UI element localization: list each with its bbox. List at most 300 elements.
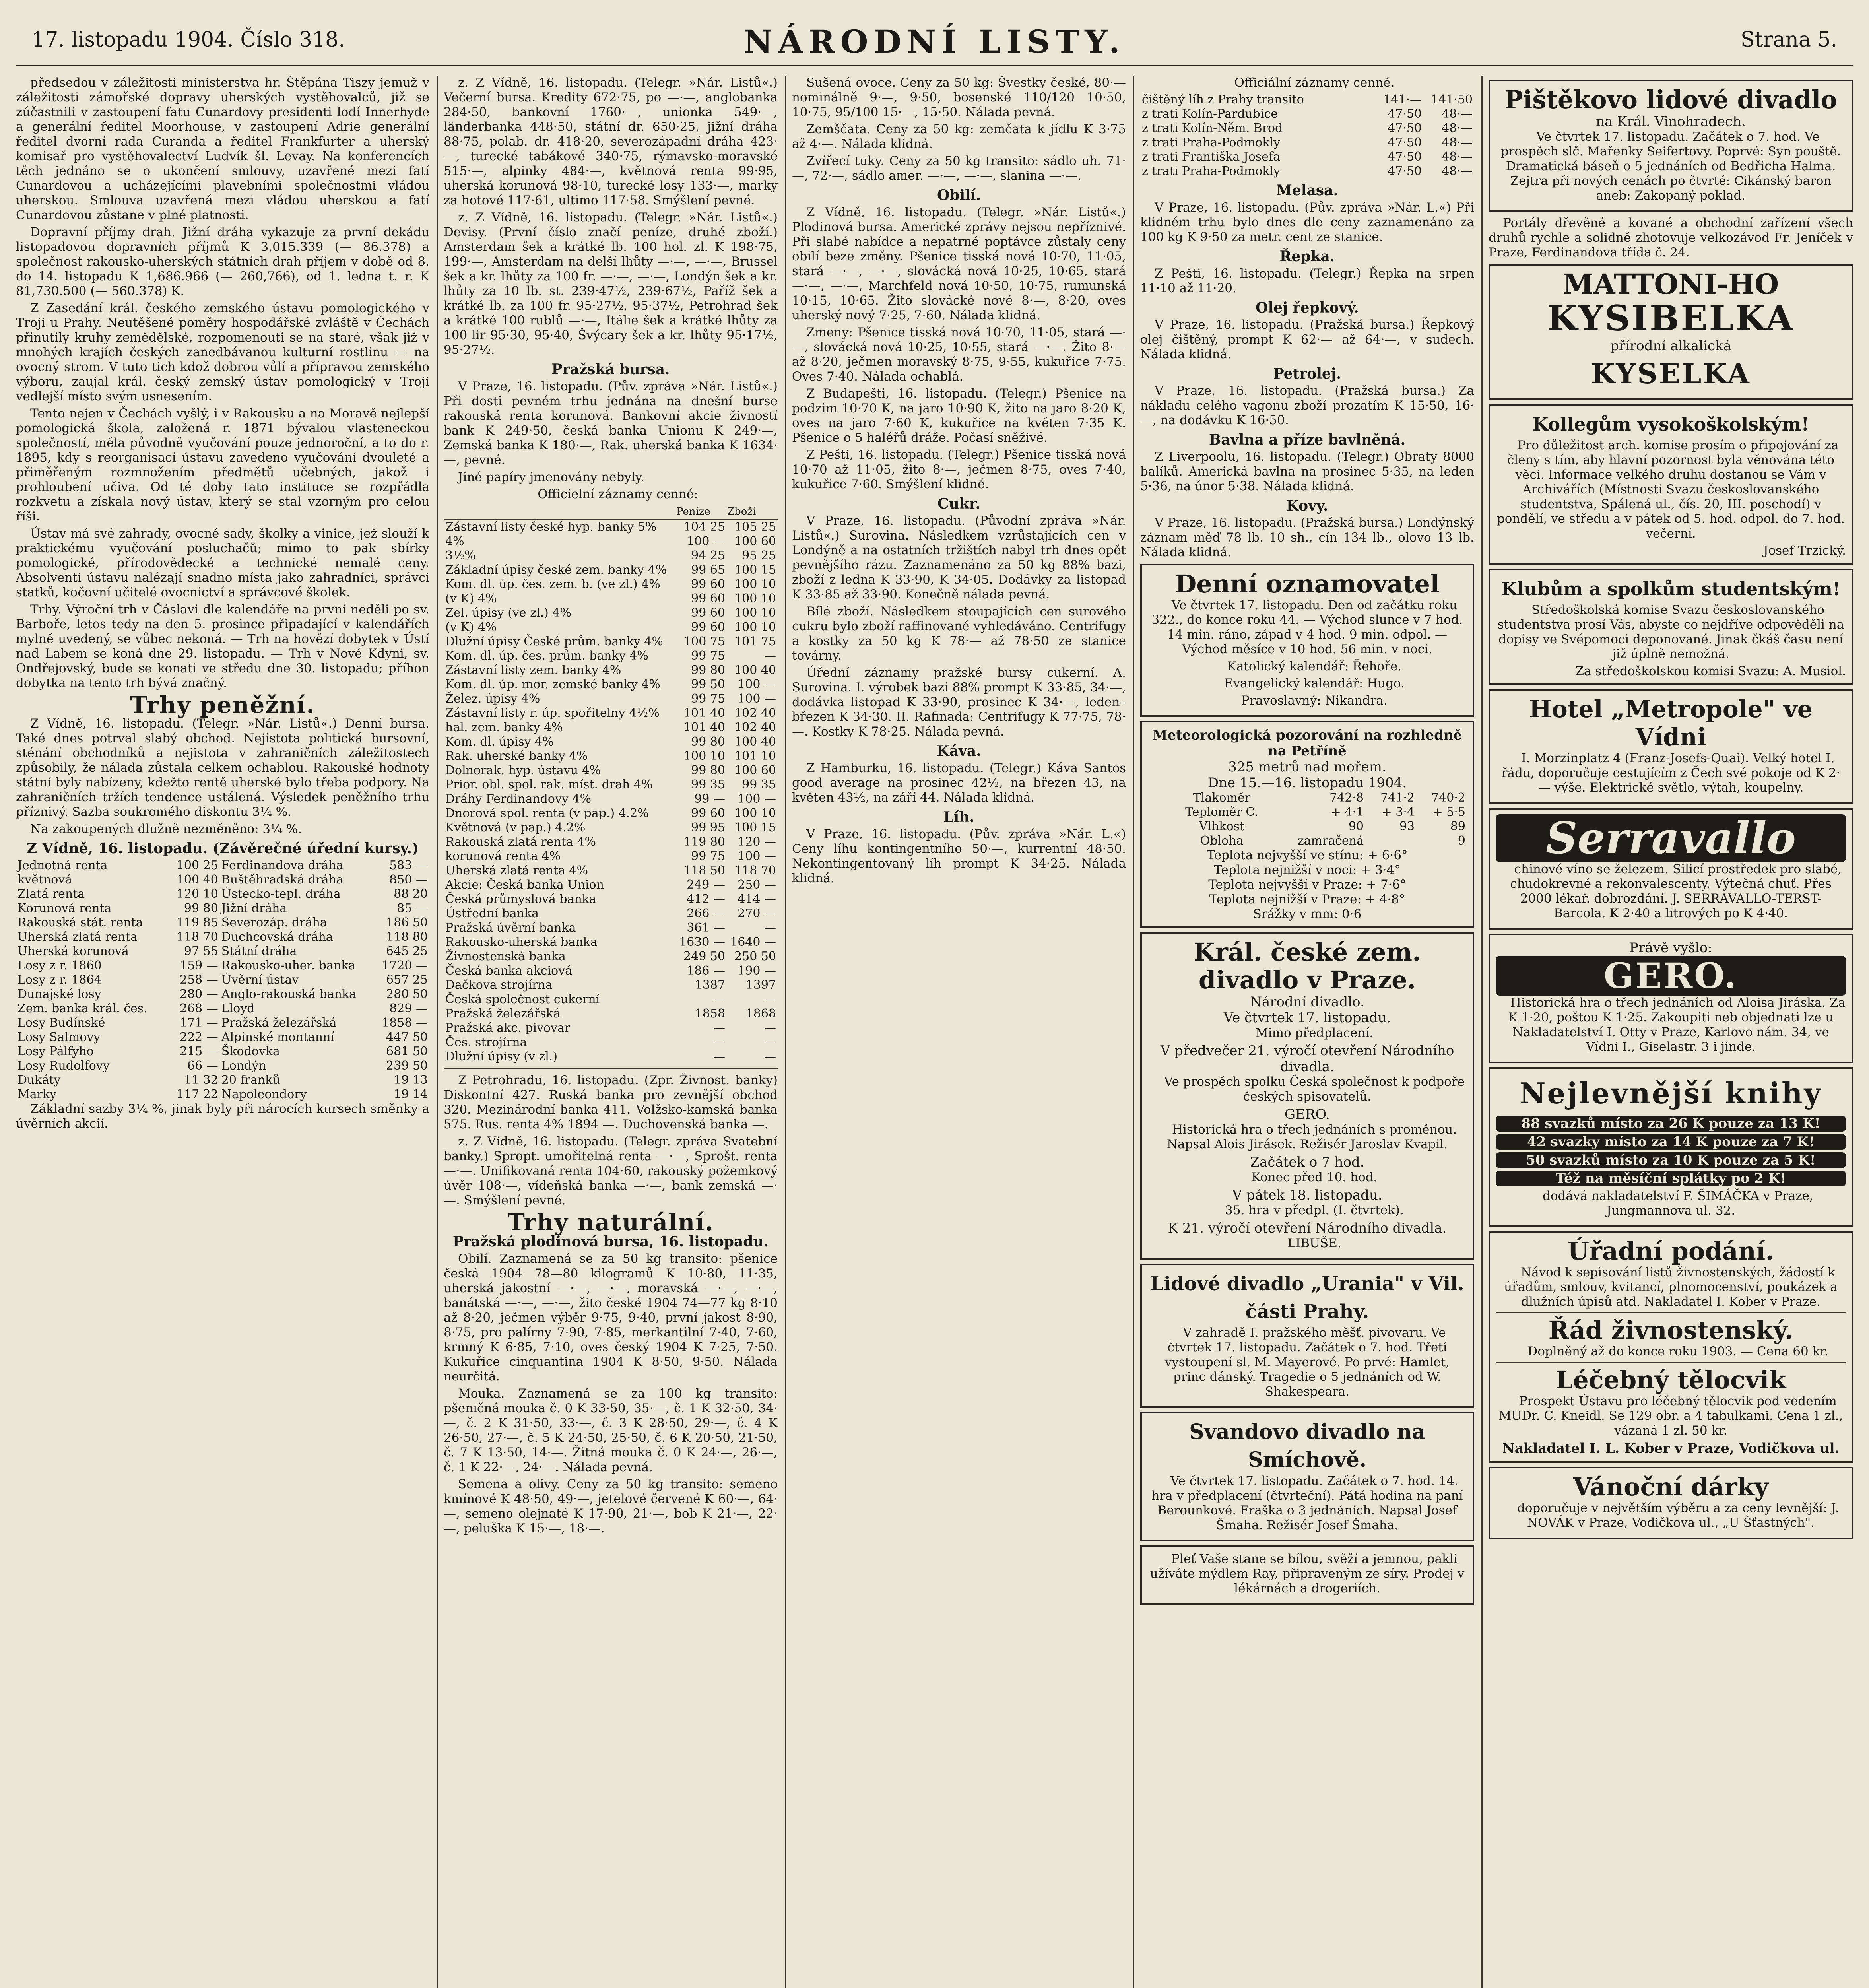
table-cell: 99 65 (691, 563, 725, 577)
table-row (444, 749, 778, 763)
table-caption: Officielní záznamy cenné: (538, 487, 698, 501)
table-cell: Obloha (1200, 834, 1244, 848)
table-cell: 100 — (687, 534, 725, 548)
article-paragraph: Z Pešti, 16. listopadu. (Telegr.) Pšenice tisská nová 10·70 až 11·05, žito 8·—, ječmen 8·75, oves 7·40, kukuřice 7·60. Smýšlení klidné. (792, 448, 1126, 491)
table-cell: 100 10 (734, 606, 776, 620)
table-cell: Londýn (221, 1059, 266, 1073)
xmas-text: doporučuje v největším výběru a za ceny levnější: J. NOVÁK v Praze, Vodičkova ul., „U Šťastných". (1517, 1501, 1839, 1530)
table-row (16, 887, 429, 901)
table-cell: 48·— (1442, 107, 1473, 121)
weather-title: Meteorologická pozorování na rozhledně na Petříně (1152, 727, 1462, 759)
table-cell: 100 15 (734, 821, 776, 835)
table-cell: Škodovka (221, 1044, 280, 1058)
weather-subtitle: 325 metrů nad mořem. (1228, 759, 1386, 775)
table-cell: Alpinské montanní (221, 1030, 335, 1044)
ad-text: Ve čtvrtek 17. listopadu. Začátek o 7. hod. Ve prospěch slč. Mařenky Seifertovy. Poprvé: Syn pouště. Dramatická báseň o 5 jednáních od Bedřicha Halma. Zejtra při nových cenách po čtvrté: Cikánský baron aneb: Zakopaný poklad. (1500, 130, 1841, 203)
subsection-title: Kovy. (1286, 497, 1328, 514)
table-cell: Dolnorak. hyp. ústavu 4% (445, 763, 601, 777)
table-row (1147, 834, 1467, 848)
urad-title: Úřadní podání. (1568, 1237, 1774, 1266)
table-cell: 118 50 (683, 864, 725, 878)
table-cell: Živnostenská banka (445, 949, 566, 963)
notice-colleagues (1489, 404, 1853, 565)
table-cell: z trati Kolín-Pardubice (1142, 107, 1278, 121)
article-paragraph: z. Z Vídně, 16. listopadu. (Telegr. »Nár. Listů«.) Večerní bursa. Kredity 672·75, po —·—, anglobanka 284·50, bankovní 1760·—, unionka 549·—, länderbanka 448·50, státní dr. 650·25, jižní dráha 88·75, polab. dr. 418·20, severozápadní dráha 423·—, turecké tabákové 340·75, rýmavsko-moravské 515·—, alpinky 484·—, květnová renta 99·95, uherská korunová 98·10, turecké losy 133·—, marky za hotové 117·61, ultimo 117·58. Smýšlení pevné. (444, 76, 778, 208)
table-row (444, 978, 778, 992)
table-cell: Rakouská zlatá renta 4% (445, 835, 596, 849)
weather-table (1147, 791, 1467, 848)
table-cell: 829 — (389, 1002, 428, 1015)
column-3 (792, 76, 1126, 1988)
table-row (444, 706, 778, 720)
table-cell: z trati Františka Josefa (1142, 150, 1281, 164)
ad-title: Pištěkovo lidové divadlo (1504, 85, 1837, 114)
table-cell: 99 75 (691, 849, 725, 863)
article-paragraph: Z Budapešti, 16. listopadu. (Telegr.) Pšenice na podzim 10·70 K, na jaro 10·90 K, žito na jaro 8·20 K, oves na jaro 7·60 K, kukuřice na květen 7·35 K. Pšenice o 5 haléřů dráže. Počasí sněživé. (792, 386, 1126, 445)
table-cell: 99 50 (691, 678, 725, 691)
table-cell: Pražská železářská (445, 1007, 561, 1021)
table-cell: 99 80 (691, 663, 725, 677)
table-cell: Dlužní úpisy České prům. banky 4% (445, 635, 663, 648)
table-cell: Teploměr C. (1185, 805, 1258, 819)
soap-ad (1140, 1545, 1474, 1605)
table-cell: 99 60 (691, 592, 725, 606)
table-cell: Duchcovská dráha (221, 930, 333, 944)
urad-text: Návod k sepisování listů živnostenských, žádostí k úřadům, smlouv, kvitancí, plnomocenství, poukázek a dlužních úpisů atd. Nakladatel I. Kober v Praze. (1504, 1265, 1838, 1309)
table-cell: 48·— (1442, 150, 1473, 164)
table-cell: Dráhy Ferdinandovy 4% (445, 792, 591, 806)
table-cell: 9 (1458, 834, 1465, 848)
article-paragraph: V Praze, 16. listopadu. (Pův. zpráva »Nár. Listů«.) Při dosti pevném trhu jednána na dnešní burse rakouská renta korunová. Bankovní akcie živností bank K 249·50, česká banka Unionu K 249·—, Zemská banka K 180·—, Rak. uherská banka K 1634·—, pevné. (444, 379, 778, 467)
announcement: Ve čtvrtek 17. listopadu. Den od začátku roku 322., do konce roku 44. — Východ slunce v 7 hod. 14 min. ráno, západ v 4 hod. 9 min. odpol. — Východ měsíce v 10 hod. 56 min. v noci. (1151, 598, 1463, 656)
theatre-heading: K 21. výročí otevření Národního divadla. (1168, 1220, 1447, 1236)
table-row (444, 1021, 778, 1035)
table-cell: 100 75 (683, 635, 725, 648)
table-cell: (v K) 4% (445, 592, 497, 606)
article-paragraph: Z Petrohradu, 16. listopadu. (Zpr. Živnost. banky) Diskontní 427. Ruská banka pro zevnější obchod 320. Mezinárodní banka 411. Volžsko-kamská banka 575. Rus. renta 4% 1894 —. Duchovenská banka —. (444, 1073, 778, 1132)
table-cell: 249 50 (683, 949, 725, 963)
table-cell: 95 25 (742, 549, 776, 563)
table-cell: 88 20 (394, 887, 428, 901)
pistek-theatre-ad (1489, 80, 1853, 212)
table-cell: 1720 — (382, 959, 428, 973)
table-cell: 99 95 (691, 821, 725, 835)
mattoni-ad (1489, 264, 1853, 400)
table-row (444, 692, 778, 706)
table-cell: Korunová renta (17, 901, 112, 915)
table-cell: 100 40 (734, 735, 776, 749)
table-cell: 97 55 (184, 944, 218, 958)
table-cell: 741·2 (1380, 791, 1415, 805)
table-cell: 104 25 (683, 520, 725, 534)
table-cell: 1640 — (730, 935, 776, 949)
newspaper-page (16, 16, 1853, 1988)
serravallo-ad (1489, 808, 1853, 930)
announcement: Katolický kalendář: Řehoře. (1227, 659, 1402, 674)
table-row (444, 592, 778, 606)
table-row (444, 835, 778, 849)
table-cell: 101 10 (734, 749, 776, 763)
theatre-text: 35. hra v předpl. (I. čtvrtek). (1225, 1203, 1404, 1217)
table-cell: květnová (17, 873, 72, 887)
lecebny-title: Léčebný tělocvik (1555, 1365, 1786, 1394)
table-cell: Rakouská stát. renta (17, 916, 143, 930)
table-row (444, 1035, 778, 1050)
table-cell: 48·— (1442, 136, 1473, 149)
table-cell: 100 15 (734, 563, 776, 577)
theatre-text: Mimo předplacení. (1255, 1026, 1374, 1040)
table-cell: korunová renta 4% (445, 849, 561, 863)
kyselka-label: KYSELKA (1591, 357, 1751, 390)
table-row (16, 1087, 429, 1102)
table-cell: 99 80 (691, 763, 725, 777)
table-row (16, 1044, 429, 1059)
books-offers (1496, 1116, 1846, 1186)
table-row (444, 864, 778, 878)
subsection-title: Obilí. (937, 187, 981, 204)
article-paragraph: Z Vídně, 16. listopadu. (Telegr. »Nár. Listů«.) Denní bursa. Také dnes potrval slabý obchod. Nejistota politická bursovní, sténání obchodníků a nejistota v zahraničních záležitostech způsobily, že nálada zůstala celkem ochablou. Rakouské hodnoty státní byly nabízeny, kdežto rentě uherské bylo třeba podpory. Na zahraničních tržích tendence ustálená. Výsledek peněžního trhu příznivý. Sazba soukromého diskontu 3¼ %. (16, 716, 429, 819)
theatre-subtitle: Národní divadlo. (1250, 994, 1364, 1010)
table-cell: Zel. úpisy (ve zl.) 4% (445, 606, 571, 620)
table-cell: Ústřední banka (445, 907, 539, 920)
kysibelka-subtitle: přírodní alkalická (1610, 338, 1731, 354)
serravallo-text: chinové víno se železem. Silicí prostředek pro slabé, chudokrevné a rekonvalescenty. Výtečná chuť. Přes 2000 lékař. dobrozdání. J. SERRAVALLO-TERST-Barcola. K 2·40 a litrových po K 4·40. (1510, 862, 1842, 920)
article-paragraph: Trhy. Výroční trh v Čáslavi dle kalendáře na první neděli po sv. Barboře, letos tedy na den 5. prosince připadající v kalendářích mylně uvedený, se vůbec nekoná. — Trh na hovězí dobytek v Ústí nad Labem se koná dne 29. listopadu. — Trh v Nové Kdyni, sv. Ondřejovský, bude se konati ve středu dne 30. listopadu; příhon dobytka na tento trh bývá značný. (16, 602, 429, 690)
announcements-title: Denní oznamovatel (1175, 569, 1440, 598)
table-row (444, 778, 778, 792)
table-cell: 100 60 (734, 763, 776, 777)
table-row (444, 949, 778, 964)
table-cell: 645 25 (386, 944, 428, 958)
table-cell: 141·— (1383, 93, 1422, 107)
table-row (1140, 150, 1474, 164)
table-row (444, 992, 778, 1007)
table-cell: Pražská železářská (221, 1016, 337, 1030)
table-cell: 100 10 (734, 806, 776, 820)
table-cell: Tlakoměr (1193, 791, 1251, 805)
table-cell: 268 — (179, 1002, 218, 1015)
table-cell: Prior. obl. spol. rak. míst. drah 4% (445, 778, 653, 792)
weather-note: Teplota nejvyšší v Praze: + 7·6° (1208, 878, 1406, 892)
table-cell: Jednotná renta (17, 858, 108, 872)
subsection-title: Bavlna a příze bavlněná. (1209, 431, 1406, 448)
table-cell: 47·50 (1388, 107, 1422, 121)
rates-table (16, 858, 429, 1102)
table-cell: Losy Pálfyho (17, 1044, 94, 1058)
gero-book-ad (1489, 934, 1853, 1063)
table-cell: Uherská korunová (17, 944, 129, 958)
section-title: Trhy naturální. (507, 1209, 714, 1236)
table-row (444, 649, 778, 663)
table-caption: Officiální záznamy cenné. (1234, 76, 1395, 90)
subsection-title: Melasa. (1276, 182, 1338, 199)
table-cell: 100 10 (734, 620, 776, 634)
table-cell: 99 75 (691, 649, 725, 663)
table-row (16, 858, 429, 873)
table-header: Zboží (727, 504, 778, 520)
article-paragraph: Zvířecí tuky. Ceny za 50 kg transito: sádlo uh. 71·—, 72·—, sádlo amer. —·—, —·—, slanina —·—. (792, 154, 1126, 183)
table-row (444, 806, 778, 821)
table-cell: 1397 (745, 978, 776, 992)
table-cell: 89 (1450, 819, 1465, 833)
theatre-heading: GERO. (1284, 1107, 1330, 1122)
subsection-title: Z Vídně, 16. listopadu. (Závěrečné úřední kursy.) (26, 840, 419, 857)
table-row (444, 892, 778, 907)
column-rule (1133, 76, 1134, 1988)
mattoni-brand: MATTONI-HO (1562, 268, 1779, 301)
table-cell: z trati Praha-Podmokly (1142, 164, 1281, 178)
table-cell: 47·50 (1388, 164, 1422, 178)
table-cell: 19 14 (394, 1087, 428, 1101)
table-cell: 186 — (687, 964, 725, 978)
books-text: dodává nakladatelství F. ŠIMÁČKA v Praze, Jungmannova ul. 32. (1543, 1189, 1813, 1218)
table-cell: 102 40 (734, 720, 776, 734)
table-cell: — (764, 992, 776, 1006)
table-row (444, 678, 778, 692)
table-cell: Napoleondory (221, 1087, 307, 1101)
table-cell: — (713, 1021, 725, 1035)
table-cell: 47·50 (1388, 121, 1422, 135)
table-cell: 740·2 (1431, 791, 1465, 805)
table-cell: 447 50 (386, 1030, 428, 1044)
article-paragraph: Zmeny: Pšenice tisská nová 10·70, 11·05, stará —·—, slovácká nová 10·25, 10·55, stará —·—. Žito 8·— až 8·20, ječmen moravský 8·75, 9·55, kukuřice 7·75. Oves 7·40. Nálada ochablá. (792, 325, 1126, 384)
announcement: Pravoslavný: Nikandra. (1241, 693, 1388, 708)
article-paragraph: V Praze, 16. listopadu. (Pražská bursa.) Londýnský záznam měď 78 lb. 10 sh., cín 134 lb., olovo 13 lb. Nálada klidná. (1140, 516, 1474, 559)
theatre-heading: Ve čtvrtek 17. listopadu. (1223, 1010, 1391, 1026)
table-row (444, 534, 778, 549)
table-cell: 249 — (687, 878, 725, 892)
article-paragraph: Úřední záznamy pražské bursy cukerní. A. Surovina. I. výrobek bazi 88% prompt K 33·85, 34·—, dodávka listopad K 33·90, prosinec K 34·—, leden–březen K 34·30. II. Rafinada: Centrifugy K 77·75, 78·—. Kostky K 78·25. Nálada pevná. (792, 666, 1126, 739)
table-cell: 119 80 (683, 835, 725, 849)
table-cell: Kom. dl. úp. čes. zem. b. (ve zl.) 4% (445, 577, 660, 591)
table-cell: Marky (17, 1087, 57, 1101)
column-rule (437, 76, 438, 1988)
table-cell: 280 — (179, 987, 218, 1001)
table-row (16, 873, 429, 887)
article-paragraph: V Praze, 16. listopadu. (Pův. zpráva »Nár. L.«) Při klidném trhu bylo dnes dle ceny zaznamenáno za 100 kg K 9·50 za metr. cent ze stanice. (1140, 200, 1474, 244)
table-cell: 141·50 (1431, 93, 1473, 107)
table-cell: 47·50 (1388, 136, 1422, 149)
page-number: Strana 5. (1740, 28, 1837, 52)
table-cell: 117 22 (176, 1087, 218, 1101)
table-cell: 105 25 (734, 520, 776, 534)
article-paragraph: Z Zasedání král. českého zemského ústavu pomologického v Troji u Prahy. Neutěšené poměry hospodářské zvláště v Čechách přinutily kruhy zemědělské, rozpomenouti se na staré, však již v mnohých krajích českých zanedbávanou kulturní rostlinu — na ovocný strom. V tuto tich kdož dobrou vůlí a přípravou zemského výboru, zaujal král. český zemský ústav pomologický v Troji vedlejší místo svým usnesením. (16, 301, 429, 404)
table-cell: 270 — (738, 907, 776, 920)
books-ad (1489, 1067, 1853, 1227)
table-cell: 48·— (1442, 164, 1473, 178)
column-4 (1140, 76, 1474, 1988)
article-paragraph: z. Z Vídně, 16. listopadu. (Telegr. zpráva Svatební banky.) Spropt. umořitelná renta —·—, Sprošt. renta —·—. Unifikovaná renta 104·60, rakouský požemkový úvěr 108·—, vídeňská banka —·—, bank zemská —·—. Smýšlení pevné. (444, 1134, 778, 1208)
theatre-heading: V pátek 18. listopadu. (1232, 1187, 1382, 1203)
column-rule (1481, 76, 1483, 1988)
urad-ad (1489, 1231, 1853, 1463)
table-cell: Ferdinandova dráha (221, 858, 344, 872)
subsection-title: Pražská plodinová bursa, 16. listopadu. (452, 1233, 769, 1250)
table-cell: 99 — (694, 792, 725, 806)
table-row (1140, 107, 1474, 121)
ad-text: Portály dřevěné a kované a obchodní zařízení všech druhů rychle a solidně zhotovuje velkozávod Fr. Jeníček v Praze, Ferdinandova třída č. 24. (1489, 216, 1853, 260)
table-cell: + 4·1 (1331, 805, 1364, 819)
table-cell: Zem. banka král. čes. (17, 1002, 148, 1015)
notice-signature: Josef Trzický. (1763, 544, 1846, 558)
table-cell: Želez. úpisy 4% (445, 692, 540, 706)
subsection-title: Káva. (937, 743, 981, 759)
table-cell: Základní úpisy české zem. banky 4% (445, 563, 667, 577)
table-cell: 100 60 (734, 534, 776, 548)
subsection-title: Petrolej. (1273, 365, 1341, 382)
table-cell: 120 — (738, 835, 776, 849)
table-cell: Jižní dráha (221, 901, 287, 915)
table-cell: 90 (1348, 819, 1364, 833)
issue-date: 17. listopadu 1904. Číslo 318. (32, 28, 345, 52)
table-cell: 100 — (738, 792, 776, 806)
rad-text: Doplněný až do konce roku 1903. — Cena 60 kr. (1527, 1344, 1828, 1359)
table-cell: 101 40 (683, 720, 725, 734)
table-row (1140, 121, 1474, 136)
subsection-title: Řepka. (1279, 248, 1335, 265)
table-cell: Rakousko-uher. banka (221, 959, 356, 973)
table-cell: — (764, 649, 776, 663)
article-paragraph: předsedou v záležitosti ministerstva hr. Štěpána Tiszy jemuž v záležitosti zámořské dopravy uherských vystěhovalců, již se zúčastnili v zastoupení fatu Cunardovy presidenti lodí Innerhyde a generální ředitel Moorhouse, v zastoupení Adrie generální ředitel dvorní rada Curanda a ředitel Frankfurter a uherský komisař pro vystěhovalectví Ludvík šl. Levay. Na konferencích těch jednáno se o ukončení smlouvy, uzavřené mezi fatí Cunardovou a ucházejícími plavebními společnostmi vládou uherskou. Smlouva uzavřená mezi vládou uherskou a fatí Cunardovou zůstane v plné platnosti. (16, 76, 429, 222)
theatre-list (1147, 1010, 1467, 1251)
table-cell: 258 — (179, 973, 218, 987)
table-row (444, 921, 778, 935)
subsection-title: Olej řepkový. (1256, 299, 1359, 316)
table-cell: 3½% (445, 549, 476, 563)
table-cell: 190 — (738, 964, 776, 978)
article-paragraph: Z Vídně, 16. listopadu. (Telegr. »Nár. Listů«.) Plodinová bursa. Americké zprávy nejsou nepříznivé. Při slabé nabídce a nepatrné poptávce zůstaly ceny obilí beze změny. Pšenice tisská nová 10·70, 11·05, stará —·—, —·—, slovácká nová 10·25, 10·65, stará —·—, —·—, Marchfeld nová 10·50, 10·75, rumunská 10·15, 10·65. Žito slovácké nové 8·—, 8·20, oves uherský nový 7·25, 7·60. Nálada klidná. (792, 205, 1126, 322)
table-cell: Uherská zlatá renta (17, 930, 138, 944)
table-cell: Státní dráha (221, 944, 297, 958)
xmas-ad (1489, 1467, 1853, 1539)
table-row (444, 606, 778, 620)
notice-title: Kollegům vysokoškolským! (1532, 414, 1809, 435)
table-cell: — (764, 1021, 776, 1035)
theatre-text: Ve prospěch spolku Česká společnost k podpoře českých spisovatelů. (1164, 1075, 1465, 1104)
table-row (16, 959, 429, 973)
table-cell: Losy Salmovy (17, 1030, 101, 1044)
table-cell: 118 80 (386, 930, 428, 944)
table-cell: 412 — (687, 892, 725, 906)
gero-text: Historická hra o třech jednáních od Aloisa Jiráska. Za K 1·20, poštou K 1·25. Zakoupiti neb objednati lze u Nakladatelství I. Otty v Praze, Karlovo nám. 34, ve Vídni I., Giselastr. 3 i jinde. (1508, 996, 1846, 1054)
hotel-title: Hotel „Metropole" ve Vídni (1529, 695, 1813, 751)
table-cell: Úvěrní ústav (221, 973, 299, 987)
table-row (16, 973, 429, 987)
article-paragraph: V Praze, 16. listopadu. (Původní zpráva »Nár. Listů«.) Surovina. Následkem vzrůstajících cen v Londýně a na ostatních tržištích nabyl trh dnes opět pevnějšího rázu. Zaznamenáno za 50 kg 88% bazi, zboží z ledna K 33·90, K 34·05. Dodávky za listopad K 33·85 až 33·90. Konečně nálada pevná. (792, 514, 1126, 602)
smichov-title: Svandovo divadlo na Smíchově. (1189, 1420, 1425, 1472)
securities-table (444, 504, 778, 1064)
table-cell: Česká průmyslová banka (445, 892, 596, 906)
table-cell: 99 35 (691, 778, 725, 792)
gero-title: GERO. (1496, 956, 1846, 996)
table-cell: 100 10 (734, 592, 776, 606)
table-row (16, 987, 429, 1002)
article-paragraph: Jiné papíry jmenovány nebyly. (458, 470, 644, 484)
table-cell: 120 10 (176, 887, 218, 901)
table-cell: 215 — (179, 1044, 218, 1058)
table-row (16, 1059, 429, 1073)
column-5 (1489, 76, 1853, 1988)
article-paragraph: Tento nejen v Čechách vyšlý, i v Rakousku a na Moravě nejlepší pomologická škola, založená r. 1871 bývalou vlasteneckou společností, měla původně vyučování pouze jednoroční, a to do r. 1895, kdy s reorganisací ústavu zavedeno vyučování dvouleté a přiměřeným rozmnožením předmětů učebných, jakož i prohloubení učiva. Od té doby tato instituce se rozpřádla rozkvetu a získala nový ústav, který se stal vzorným pro celou říši. (16, 406, 429, 524)
books-offer: 42 svazky místo za 14 K pouze za 7 K! (1496, 1134, 1846, 1150)
column-rule (785, 76, 786, 1988)
serravallo-logo: Serravallo (1496, 814, 1846, 862)
table-cell: 119 85 (176, 916, 218, 930)
urania-title: Lidové divadlo „Urania" v Vil. části Prahy. (1150, 1273, 1464, 1323)
article-paragraph: Z Hamburku, 16. listopadu. (Telegr.) Káva Santos good average na prosinec 42½, na březen 43, na květen 43½, na září 44. Nálada klidná. (792, 761, 1126, 805)
weather-box (1140, 721, 1474, 928)
table-cell: 102 40 (734, 706, 776, 720)
table-cell: 681 50 (386, 1044, 428, 1058)
soap-text: Pleť Vaše stane se bílou, svěží a jemnou, pakli užíváte mýdlem Ray, připraveným ze síry. Prodej v lékárnách a drogeriích. (1150, 1552, 1465, 1596)
table-cell: 47·50 (1388, 150, 1422, 164)
table-cell: 100 — (738, 849, 776, 863)
table-cell: 99 80 (691, 735, 725, 749)
table-row (444, 964, 778, 978)
table-cell: 239 50 (386, 1059, 428, 1073)
table-row (16, 944, 429, 959)
table-cell: Česká banka akciová (445, 964, 573, 978)
table-row (444, 577, 778, 592)
section-title: Trhy peněžní. (130, 691, 315, 718)
table-cell: 657 25 (386, 973, 428, 987)
table-cell: 186 50 (386, 916, 428, 930)
table-cell: 414 — (738, 892, 776, 906)
table-cell: 250 50 (734, 949, 776, 963)
table-cell: 100 10 (683, 749, 725, 763)
lecebny-text: Prospekt Ústavu pro léčebný tělocvik pod vedením MUDr. C. Kneidl. Se 129 obr. a 4 tabulkami. Cena 1 zl., vázaná 1 zl. 50 kr. (1498, 1394, 1843, 1438)
table-cell: Anglo-rakouská banka (221, 987, 357, 1001)
theatre-text: LIBUŠE. (1287, 1236, 1341, 1250)
table-row (444, 735, 778, 749)
table-cell: 1868 (745, 1007, 776, 1021)
books-offer: 50 svazků místo za 10 K pouze za 5 K! (1496, 1152, 1846, 1168)
newspaper-title: NÁRODNÍ LISTY. (743, 23, 1126, 60)
table-row (1140, 164, 1474, 179)
table-cell: Pražská akc. pivovar (445, 1021, 571, 1035)
hotel-text: I. Morzinplatz 4 (Franz-Josefs-Quai). Velký hotel I. řádu, doporučuje cestujícím z Čech své pokoje od K 2·— výše. Elektrické světlo, výtah, koupelny. (1501, 751, 1840, 795)
books-offer: Též na měsíční splátky po 2 K! (1496, 1171, 1846, 1186)
kysibelka-brand: KYSIBELKA (1547, 297, 1795, 339)
table-row (1147, 791, 1467, 805)
table-cell: 280 50 (386, 987, 428, 1001)
notice-clubs (1489, 569, 1853, 685)
table-cell: Zástavní listy zem. banky 4% (445, 663, 621, 677)
table-row (444, 1007, 778, 1021)
table-row (444, 907, 778, 921)
masthead (16, 16, 1853, 66)
table-cell: 101 75 (734, 635, 776, 648)
urania-text: V zahradě I. pražského měšť. pivovaru. Ve čtvrtek 17. listopadu. Začátek o 7. hod. Třetí vystoupení sl. M. Mayerové. Po prvé: Hamlet, princ dánský. Tragedie o 5 jednáních od W. Shakespeara. (1164, 1326, 1450, 1399)
article-paragraph: Obilí. Zaznamená se za 50 kg transito: pšenice česká 1904 78—80 kilogramů K 10·80, 11·35, uherská jakostní —·—, —·—, moravská —·—, —·—, banátská —·—, —·—, žito české 1904 74—77 kg 8·10 až 8·20, ječmen výběr 9·75, 9·40, první jakost 8·90, 8·75, pro palírny 7·90, 7·85, merkantilní 7·40, 7·60, krmný K 6·85, 7·10, oves český 1904 K 7·25, 7·50. Kukuřice cinquantina 1904 K 8·50, 9·50. Nálada neurčitá. (444, 1252, 778, 1384)
table-row (444, 792, 778, 806)
table-cell: 19 13 (394, 1073, 428, 1087)
gero-announce: Právě vyšlo: (1629, 940, 1712, 956)
column-2 (444, 76, 778, 1988)
table-cell: Losy Budínské (17, 1016, 105, 1030)
xmas-title: Vánoční dárky (1573, 1472, 1769, 1501)
table-cell: 100 25 (176, 858, 218, 872)
table-row (16, 1016, 429, 1030)
notice-text: Pro důležitost arch. komise prosím o připojování za členy s tím, aby hlavní pozornost byla věnována této věci. Informace velkého druhu dostanou se Vám v Archivářích (Místnosti Svazu českoslovanského studentstva, Spálená ul., čís. 20, III. poschodí) v pondělí, ve středu a v pátek od 5. hod. odpol. do 7. hod. večerní. (1496, 438, 1845, 541)
theatre-heading: Začátek o 7 hod. (1250, 1154, 1364, 1170)
table-row (444, 878, 778, 892)
table-cell: 850 — (389, 873, 428, 887)
table-cell: 171 — (179, 1016, 218, 1030)
table-row (444, 563, 778, 577)
table-cell: Dukáty (17, 1073, 61, 1087)
table-cell: Severozáp. dráha (221, 916, 327, 930)
